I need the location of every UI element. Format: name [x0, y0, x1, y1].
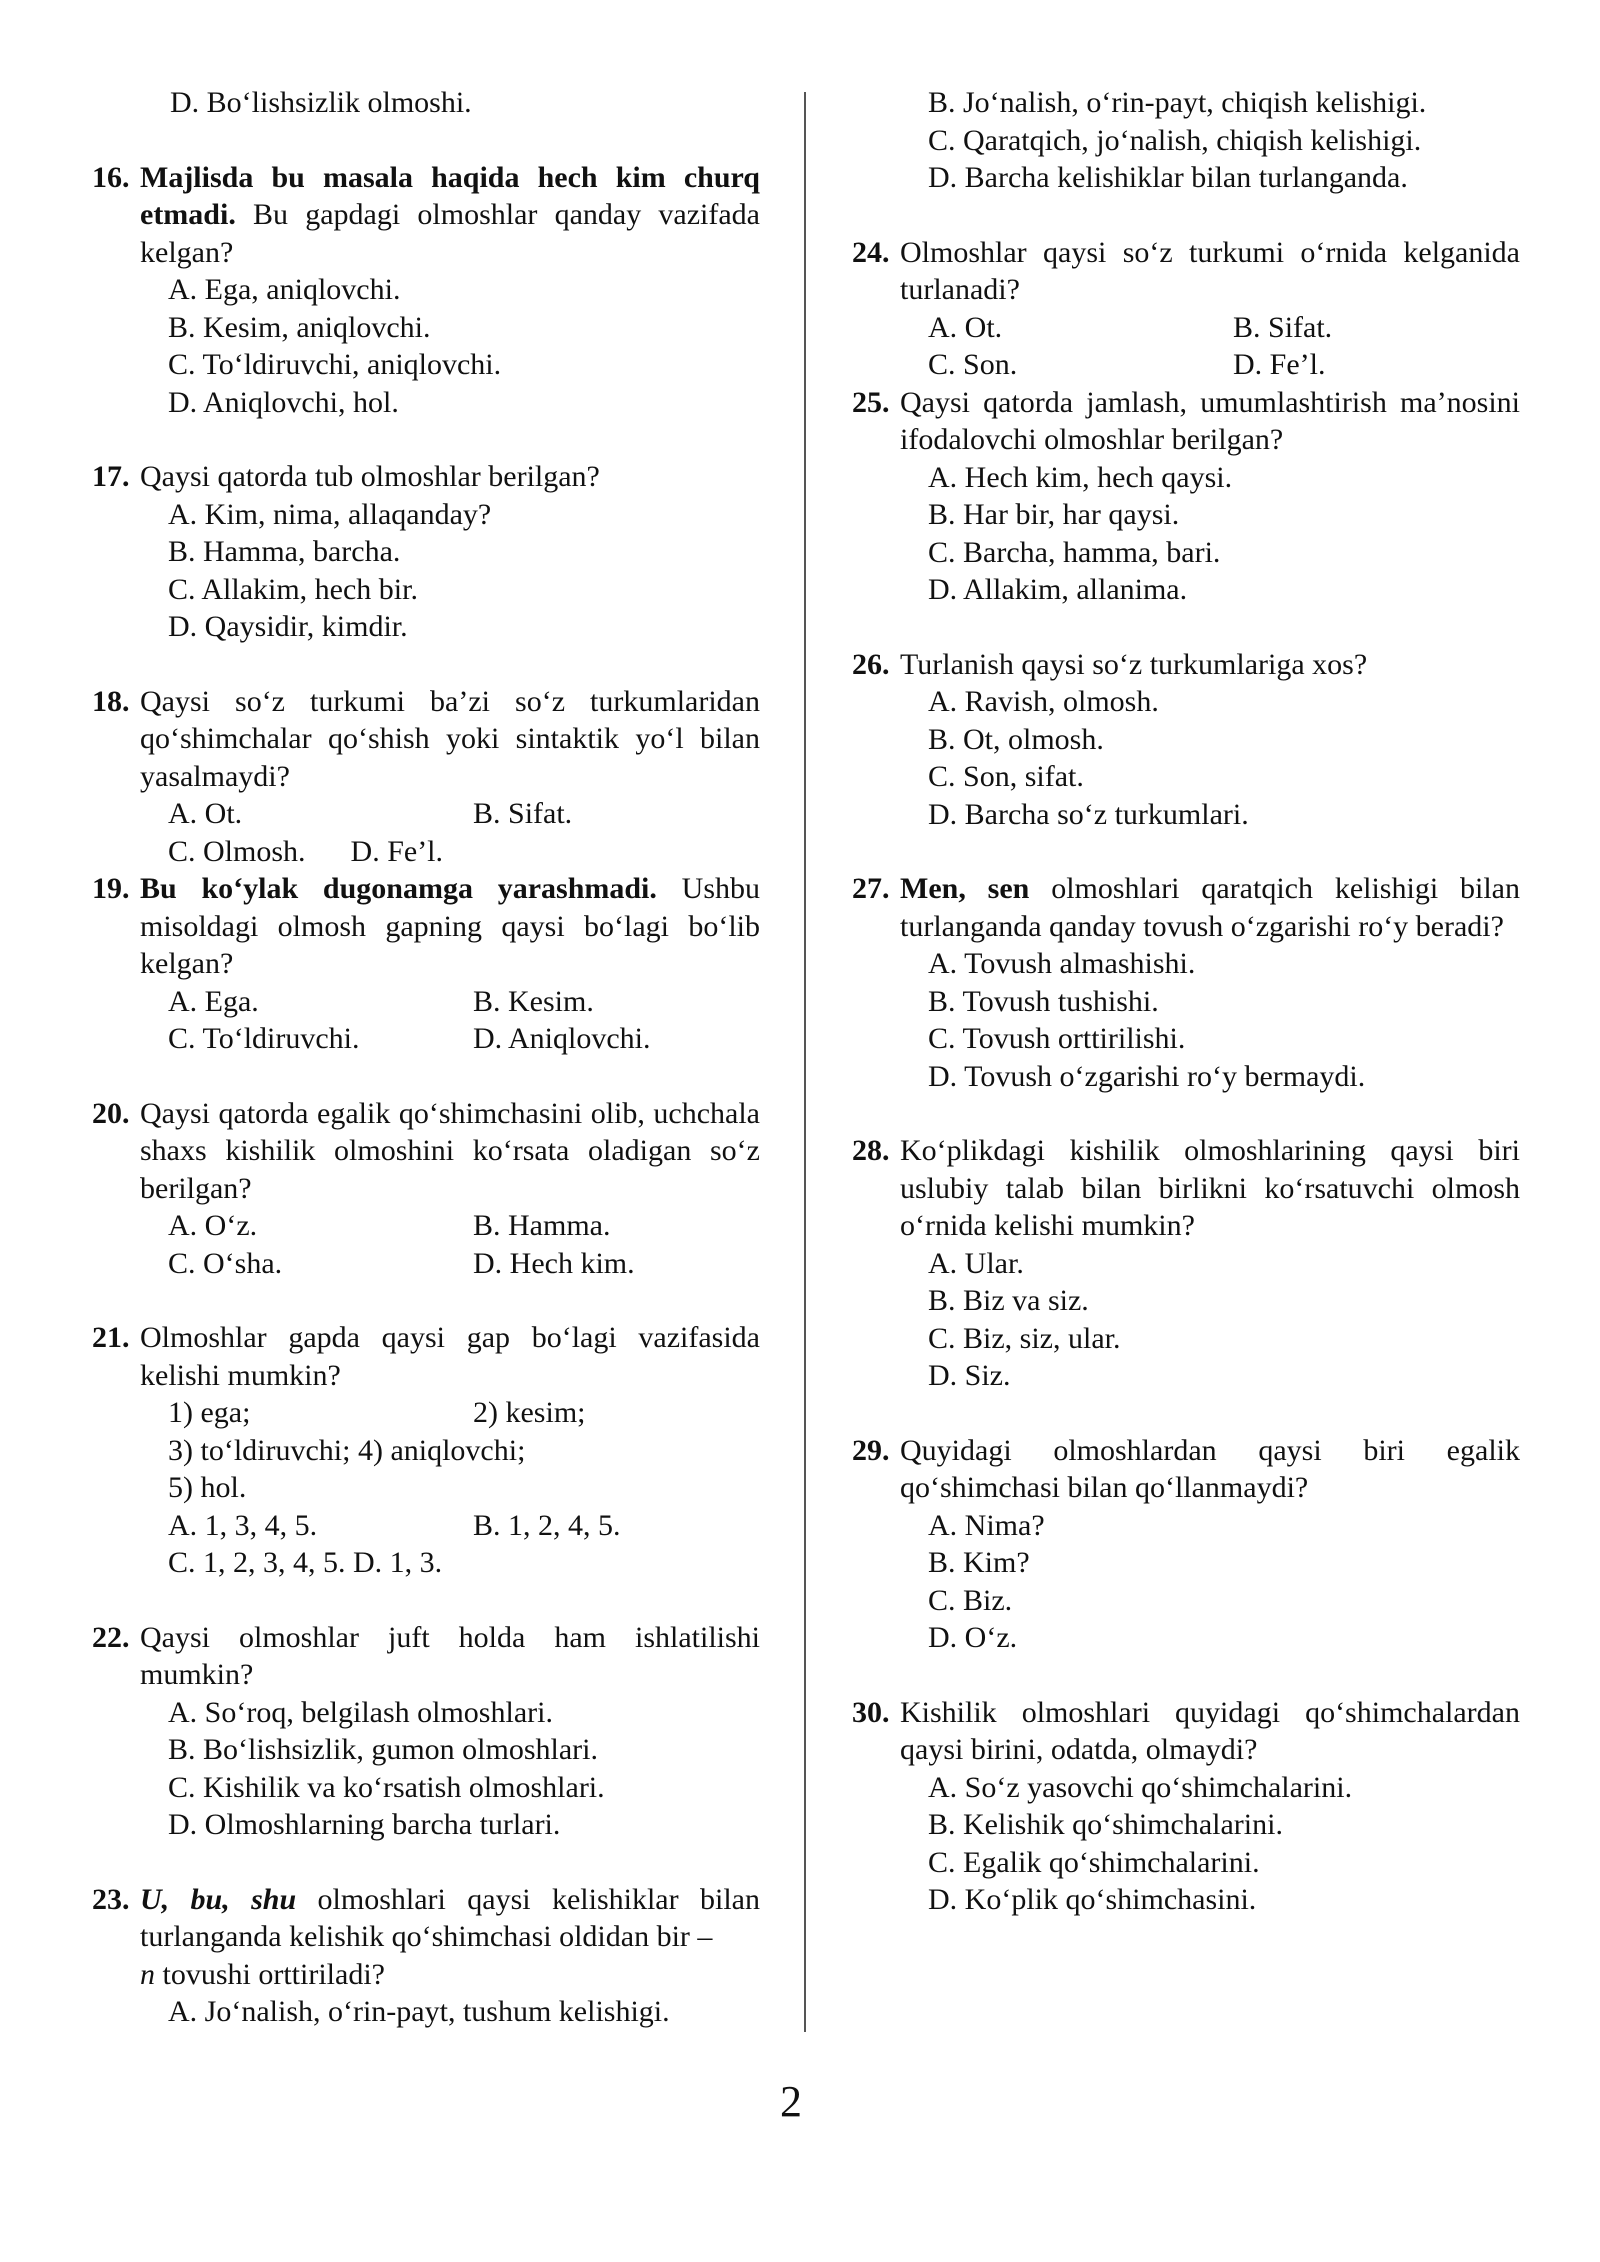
question-25: [852, 384, 1520, 609]
item-5: 5) hol.: [168, 1471, 247, 1504]
question-30: [852, 1694, 1520, 1919]
option-c: C. Qaratqich, jo‘nalish, chiqish kelishigi.: [928, 123, 1422, 157]
option-a: A. Hech kim, hech qaysi.: [928, 460, 1233, 494]
option-a: A. Nima?: [928, 1508, 1045, 1542]
question-26: [852, 646, 1520, 834]
example-words: U, bu, shu: [140, 1882, 297, 1916]
question-text: olmoshlari qaratqich kelishigi bilan turlanganda qanday tovush o‘zgarishi ro‘y beradi?: [900, 872, 1520, 943]
option-b: B. Jo‘nalish, o‘rin-payt, chiqish kelishigi.: [928, 86, 1427, 119]
option-c: C. To‘ldiruvchi, aniqlovchi.: [168, 348, 502, 381]
question-text: Qaysi qatorda tub olmoshlar berilgan?: [140, 460, 600, 493]
option-d: D. Olmoshlarning barcha turlari.: [168, 1808, 561, 1841]
question-21: [92, 1319, 760, 1582]
option-a: A. O‘z.: [168, 1209, 258, 1242]
option-a: A. Jo‘nalish, o‘rin-payt, tushum kelishigi.: [168, 1995, 670, 2028]
question-text: Turlanish qaysi so‘z turkumlariga xos?: [900, 647, 1368, 681]
option-d: D. Ko‘plik qo‘shimchasini.: [928, 1883, 1257, 1916]
question-number: 21.: [92, 1321, 130, 1354]
option-b: B. 1, 2, 4, 5.: [473, 1508, 621, 1542]
question-20: [92, 1095, 760, 1283]
option-a: A. Ot.: [928, 310, 1003, 344]
option-d: D. Aniqlovchi.: [473, 1022, 651, 1055]
option-d: D. Qaysidir, kimdir.: [168, 610, 408, 643]
option-b: B. Har bir, har qaysi.: [928, 498, 1180, 531]
option-b: B. Kelishik qo‘shimchalarini.: [928, 1808, 1283, 1841]
question-number: 20.: [92, 1096, 130, 1130]
option-b: B. Bo‘lishsizlik, gumon olmoshlari.: [168, 1733, 599, 1766]
example-sentence: Bu ko‘ylak dugonamga yarashmadi.: [140, 872, 657, 905]
question-19: [92, 870, 760, 1058]
question-text: Qaysi qatorda jamlash, umumlashtirish ma’nosini ifodalovchi olmoshlar berilgan?: [900, 385, 1520, 456]
question-29: [852, 1432, 1520, 1657]
option-a: A. So‘roq, belgilash olmoshlari.: [168, 1695, 553, 1729]
option-b: B. Sifat.: [1233, 310, 1333, 344]
option-c: C. Tovush orttirilishi.: [928, 1022, 1186, 1055]
question-number: 26.: [852, 647, 890, 681]
option-a: A. So‘z yasovchi qo‘shimchalarini.: [928, 1770, 1353, 1804]
option-a: A. Kim, nima, allaqanday?: [168, 497, 492, 531]
option-d: D. Tovush o‘zgarishi ro‘y bermaydi.: [928, 1059, 1366, 1093]
question-text: olmoshlari qaysi kelishiklar bilan turlanganda kelishik qo‘shimchasi oldidan bir –: [140, 1882, 760, 1953]
option-d: D. Barcha so‘z turkumlari.: [928, 797, 1249, 831]
option-d: D. Siz.: [928, 1359, 1011, 1392]
question-text: Olmoshlar gapda qaysi gap bo‘lagi vazifasida kelishi mumkin?: [140, 1321, 760, 1392]
question-number: 17.: [92, 460, 130, 493]
option-b: B. Kesim, aniqlovchi.: [168, 310, 431, 344]
question-number: 18.: [92, 684, 130, 718]
option-b: B. Hamma.: [473, 1209, 611, 1242]
question-number: 25.: [852, 385, 890, 419]
question-17: [92, 458, 760, 646]
option-b: B. Kesim.: [473, 984, 594, 1018]
option-a: A. Ega, aniqlovchi.: [168, 273, 401, 306]
option-d: D. O‘z.: [928, 1621, 1018, 1654]
question-text: Qaysi so‘z turkumi ba’zi so‘z turkumlaridan qo‘shimchalar qo‘shish yoki sintaktik yo‘l bilan yasalmaydi?: [140, 684, 760, 793]
question-text: Qaysi qatorda egalik qo‘shimchasini olib, uchchala shaxs kishilik olmoshini ko‘rsata oladigan so‘z berilgan?: [140, 1096, 760, 1205]
question-number: 29.: [852, 1433, 890, 1467]
question-text: Kishilik olmoshlari quyidagi qo‘shimchalardan qaysi birini, odatda, olmaydi?: [900, 1695, 1520, 1766]
option-c: C. Biz.: [928, 1583, 1013, 1617]
item-1: 1) ega;: [168, 1396, 251, 1429]
item-2: 2) kesim;: [473, 1396, 586, 1429]
option-b: B. Kim?: [928, 1546, 1030, 1579]
question-number: 27.: [852, 872, 890, 905]
option-b: B. Biz va siz.: [928, 1284, 1089, 1317]
option: D. Bo‘lishsizlik olmoshi.: [170, 86, 472, 119]
item-3-4: 3) to‘ldiruvchi; 4) aniqlovchi;: [168, 1433, 526, 1467]
option-c: C. Kishilik va ko‘rsatish olmoshlari.: [168, 1770, 605, 1804]
question-number: 22.: [92, 1620, 130, 1654]
question-24: [852, 234, 1520, 384]
option-a: A. 1, 3, 4, 5.: [168, 1508, 318, 1542]
option-a: A. Ular.: [928, 1246, 1024, 1280]
option-c: C. Son, sifat.: [928, 760, 1084, 793]
option-c: C. Egalik qo‘shimchalarini.: [928, 1845, 1260, 1879]
q15-continuation: [92, 84, 760, 122]
question-number: 19.: [92, 872, 130, 905]
option-d: D. Fe’l.: [350, 834, 444, 868]
option-c: C. To‘ldiruvchi.: [168, 1022, 360, 1055]
question-text-continued: tovushi orttiriladi?: [155, 1957, 385, 1991]
question-27: [852, 870, 1520, 1095]
option-c: C. Barcha, hamma, bari.: [928, 535, 1221, 569]
example-words: Men, sen: [900, 872, 1030, 905]
option-a: A. Ot.: [168, 797, 243, 830]
option-b: B. Ot, olmosh.: [928, 722, 1104, 756]
question-text: Bu gapdagi olmoshlar qanday vazifada kelgan?: [140, 198, 760, 269]
question-text: Ko‘plikdagi kishilik olmoshlarining qaysi biri uslubiy talab bilan birlikni ko‘rsatuvchi olmosh o‘rnida kelishi mumkin?: [900, 1134, 1520, 1242]
question-number: 28.: [852, 1134, 890, 1167]
option-b: B. Hamma, barcha.: [168, 535, 401, 568]
question-text: Ushbu misoldagi olmosh gapning qaysi bo‘lagi bo‘lib kelgan?: [140, 872, 760, 980]
question-text: Olmoshlar qaysi so‘z turkumi o‘rnida kelganida turlanadi?: [900, 235, 1520, 306]
option-b: B. Sifat.: [473, 797, 573, 830]
option-a: A. Tovush almashishi.: [928, 947, 1196, 980]
question-22: [92, 1619, 760, 1844]
option-a: A. Ega.: [168, 984, 259, 1018]
question-18: [92, 683, 760, 871]
option-b: B. Tovush tushishi.: [928, 984, 1159, 1018]
question-23: [92, 1881, 760, 2031]
option-d: D. Hech kim.: [473, 1246, 635, 1280]
left-column: [92, 84, 760, 2031]
right-column: [852, 84, 1520, 1956]
option-c: C. Biz, siz, ular.: [928, 1321, 1121, 1355]
option-c: C. O‘sha.: [168, 1246, 283, 1280]
option-d: D. Allakim, allanima.: [928, 573, 1188, 606]
question-number: 16.: [92, 160, 130, 194]
option-d: D. Aniqlovchi, hol.: [168, 385, 399, 419]
question-number: 23.: [92, 1882, 130, 1916]
question-number: 24.: [852, 235, 890, 269]
question-text: Quyidagi olmoshlardan qaysi biri egalik qo‘shimchasi bilan qo‘llanmaydi?: [900, 1433, 1520, 1504]
question-number: 30.: [852, 1695, 890, 1729]
example-letter: n: [140, 1957, 155, 1991]
question-text: Qaysi olmoshlar juft holda ham ishlatilishi mumkin?: [140, 1620, 760, 1691]
option-d: D. Barcha kelishiklar bilan turlanganda.: [928, 161, 1408, 194]
option-c: C. Allakim, hech bir.: [168, 572, 418, 606]
q23-continuation: [852, 84, 1520, 197]
question-28: [852, 1132, 1520, 1395]
question-16: [92, 159, 760, 422]
column-divider: [804, 92, 806, 2032]
option-c-d: C. 1, 2, 3, 4, 5. D. 1, 3.: [168, 1546, 443, 1579]
example-sentence: Majlisda bu masala haqida hech kim churq etmadi.: [140, 160, 760, 231]
option-a: A. Ravish, olmosh.: [928, 685, 1159, 718]
page-number: 2: [780, 2077, 802, 2126]
option-d: D. Fe’l.: [1233, 348, 1326, 381]
option-c: C. Son.: [928, 348, 1018, 381]
option-c: C. Olmosh.: [168, 834, 306, 868]
